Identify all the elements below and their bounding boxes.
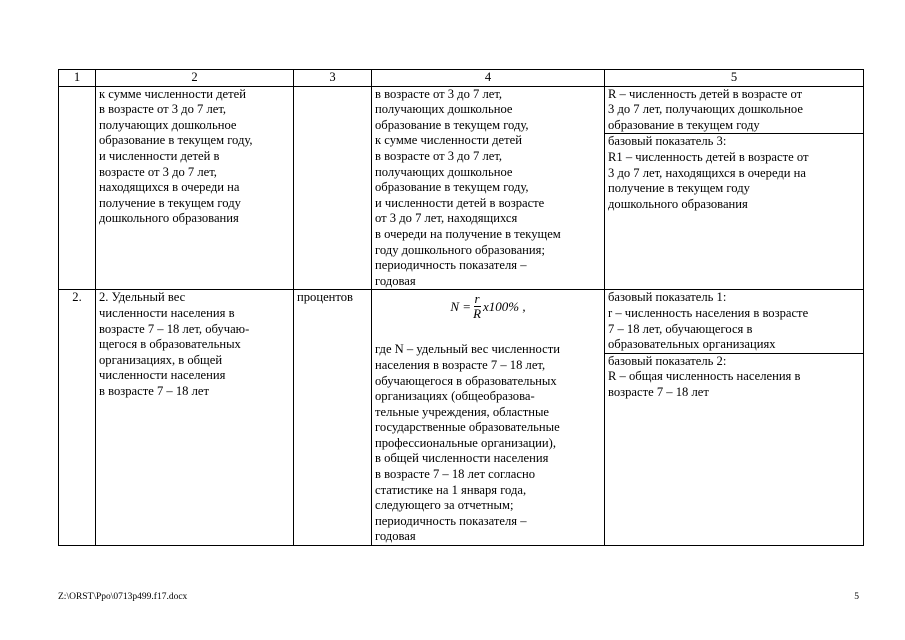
text-line: базовый показатель 2: <box>608 353 727 368</box>
text-line: R – численность детей в возрасте от <box>608 86 803 101</box>
text-line: находящихся в очереди на <box>99 180 240 195</box>
text-line: щегося в образовательных <box>99 337 241 352</box>
unit-cell <box>294 86 372 290</box>
base-indicator-block <box>608 134 860 212</box>
header-cell: 2 <box>96 70 294 87</box>
text-line: получающих дошкольное <box>375 102 513 117</box>
text-line: базовый показатель 3: <box>608 134 727 149</box>
text-line: в возрасте 7 – 18 лет <box>99 383 209 398</box>
calculation-method <box>372 86 605 290</box>
text-line: где N – удельный вес численности <box>375 342 560 357</box>
formula-fraction <box>473 292 481 321</box>
indicator-description <box>96 86 294 290</box>
text-line: профессиональные организации), <box>375 435 556 450</box>
text-line: государственные образовательные <box>375 420 560 435</box>
base-indicator-block <box>608 354 860 401</box>
base-indicators <box>605 290 864 546</box>
indicator-table <box>58 69 864 546</box>
text-line: в возрасте от 3 до 7 лет, <box>375 148 503 163</box>
header-cell: 5 <box>605 70 864 87</box>
header-cell: 4 <box>372 70 605 87</box>
table-row <box>59 86 864 290</box>
row-number <box>59 86 96 290</box>
text-line: от 3 до 7 лет, находящихся <box>375 211 518 226</box>
text-line: образовательных организациях <box>608 337 776 352</box>
text-line: дошкольного образования <box>608 196 748 211</box>
table-row <box>59 290 864 546</box>
unit-cell: процентов <box>294 290 372 546</box>
header-cell: 1 <box>59 70 96 87</box>
text-line: 7 – 18 лет, обучающегося в <box>608 321 753 336</box>
text-line: R1 – численность детей в возрасте от <box>608 149 809 164</box>
text-line: 3 до 7 лет, находящихся в очереди на <box>608 165 806 180</box>
indicator-description <box>96 290 294 546</box>
text-line: населения в возрасте 7 – 18 лет, <box>375 357 546 372</box>
text-line: 2. Удельный вес <box>99 290 186 305</box>
text-line: образование в текущем году <box>608 117 760 132</box>
text-line: в возрасте 7 – 18 лет согласно <box>375 467 536 482</box>
text-line: в возрасте от 3 до 7 лет, <box>99 102 227 117</box>
formula-numerator: r <box>474 291 480 307</box>
row-number: 2. <box>59 290 96 546</box>
header-cell: 3 <box>294 70 372 87</box>
text-line: образование в текущем году, <box>375 180 529 195</box>
formula-explanation <box>375 342 601 545</box>
formula <box>375 290 601 342</box>
text-line: получение в текущем году <box>608 181 750 196</box>
formula-lhs: N = <box>450 299 472 315</box>
text-line: и численности детей в <box>99 148 220 163</box>
text-line: периодичность показателя – <box>375 513 527 528</box>
text-line: получающих дошкольное <box>99 117 237 132</box>
text-line: возрасте 7 – 18 лет <box>608 384 709 399</box>
text-line: годовая <box>375 529 416 544</box>
text-line: следующего за отчетным; <box>375 498 514 513</box>
text-line: 3 до 7 лет, получающих дошкольное <box>608 102 803 117</box>
text-line: периодичность показателя – <box>375 258 527 273</box>
header-row <box>59 70 864 87</box>
text-line: году дошкольного образования; <box>375 242 545 257</box>
calculation-method <box>372 290 605 546</box>
base-indicator-block <box>605 87 863 135</box>
base-indicator-block <box>605 290 863 353</box>
text-line: статистике на 1 января года, <box>375 482 527 497</box>
formula-denominator: R <box>473 306 482 322</box>
text-line: и численности детей в возрасте <box>375 195 545 210</box>
text-line: получающих дошкольное <box>375 164 513 179</box>
text-line: R – общая численность населения в <box>608 369 801 384</box>
text-line: получение в текущем году <box>99 195 241 210</box>
formula-rhs: x100% , <box>483 299 526 315</box>
text-line: возрасте от 3 до 7 лет, <box>99 164 217 179</box>
text-line: образование в текущем году, <box>99 133 253 148</box>
text-line: образование в текущем году, <box>375 117 529 132</box>
text-line: годовая <box>375 273 416 288</box>
text-line: численности населения в <box>99 305 235 320</box>
text-line: к сумме численности детей <box>99 86 246 101</box>
text-line: тельные учреждения, областные <box>375 404 549 419</box>
text-line: организациях, в общей <box>99 352 223 367</box>
text-line: дошкольного образования <box>99 211 239 226</box>
text-line: к сумме численности детей <box>375 133 522 148</box>
document-path: Z:\ORST\Ppo\0713p499.f17.docx <box>58 592 188 602</box>
text-line: базовый показатель 1: <box>608 290 727 305</box>
text-line: в возрасте от 3 до 7 лет, <box>375 86 503 101</box>
text-line: организациях (общеобразова- <box>375 389 535 404</box>
text-line: численности населения <box>99 368 226 383</box>
text-line: возрасте 7 – 18 лет, обучаю- <box>99 321 250 336</box>
text-line: r – численность населения в возрасте <box>608 305 809 320</box>
text-line: обучающегося в образовательных <box>375 373 557 388</box>
page-number: 5 <box>854 592 859 602</box>
text-line: в очереди на получение в текущем <box>375 226 561 241</box>
base-indicators <box>605 86 864 290</box>
text-line: в общей численности населения <box>375 451 549 466</box>
